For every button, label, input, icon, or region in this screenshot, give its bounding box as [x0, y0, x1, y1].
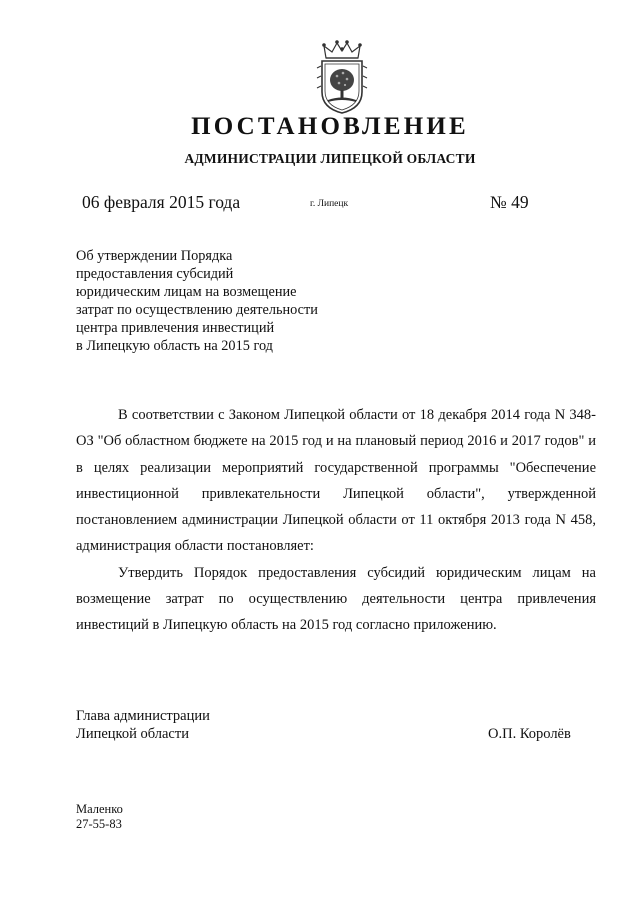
- subject-line: Об утверждении Порядка: [76, 248, 233, 264]
- signatory-name: О.П. Королёв: [488, 726, 571, 742]
- subject-line: юридическим лицам на возмещение: [76, 283, 297, 300]
- subject-line: центра привлечения инвестиций: [76, 319, 275, 336]
- document-number: № 49: [490, 192, 529, 212]
- subject-line: затрат по осуществлению деятельности: [76, 301, 318, 318]
- document-subject: [76, 248, 318, 355]
- subject-line: в Липецкую область на 2015 год: [76, 337, 273, 354]
- coat-of-arms-icon: [312, 40, 372, 115]
- executor-phone: 27-55-83: [76, 817, 122, 831]
- subject-line: предоставления субсидий: [76, 265, 234, 282]
- document-body: [76, 402, 596, 639]
- document-city: г. Липецк: [310, 199, 349, 209]
- executor-name: Маленко: [76, 802, 123, 816]
- signatory-position-line: Глава администрации: [76, 708, 210, 724]
- document-issuer: АДМИНИСТРАЦИИ ЛИПЕЦКОЙ ОБЛАСТИ: [184, 151, 476, 166]
- document-date: 06 февраля 2015 года: [82, 192, 241, 212]
- executor-info: [76, 802, 123, 832]
- document-title: ПОСТАНОВЛЕНИЕ: [191, 113, 469, 140]
- signatory-position: [76, 707, 210, 743]
- body-paragraph: В соответствии с Законом Липецкой области от 18 декабря 2014 года N 348-ОЗ "Об областном бюджете на 2015 год и на плановый период 2016 и 2017 годов" и в целях реализации мероприятий государственной программы "Обеспечение инвестиционной привлекательности Липецкой области", утвержденной постановлением администрации Липецкой области от 11 октября 2013 года N 458, администрация области постановляет:: [76, 407, 596, 555]
- signatory-position-line: Липецкой области: [76, 726, 189, 742]
- body-paragraph: Утвердить Порядок предоставления субсидий юридическим лицам на возмещение затрат по осуществлению деятельности центра привлечения инвестиций в Липецкую область на 2015 год согласно приложению.: [76, 564, 596, 634]
